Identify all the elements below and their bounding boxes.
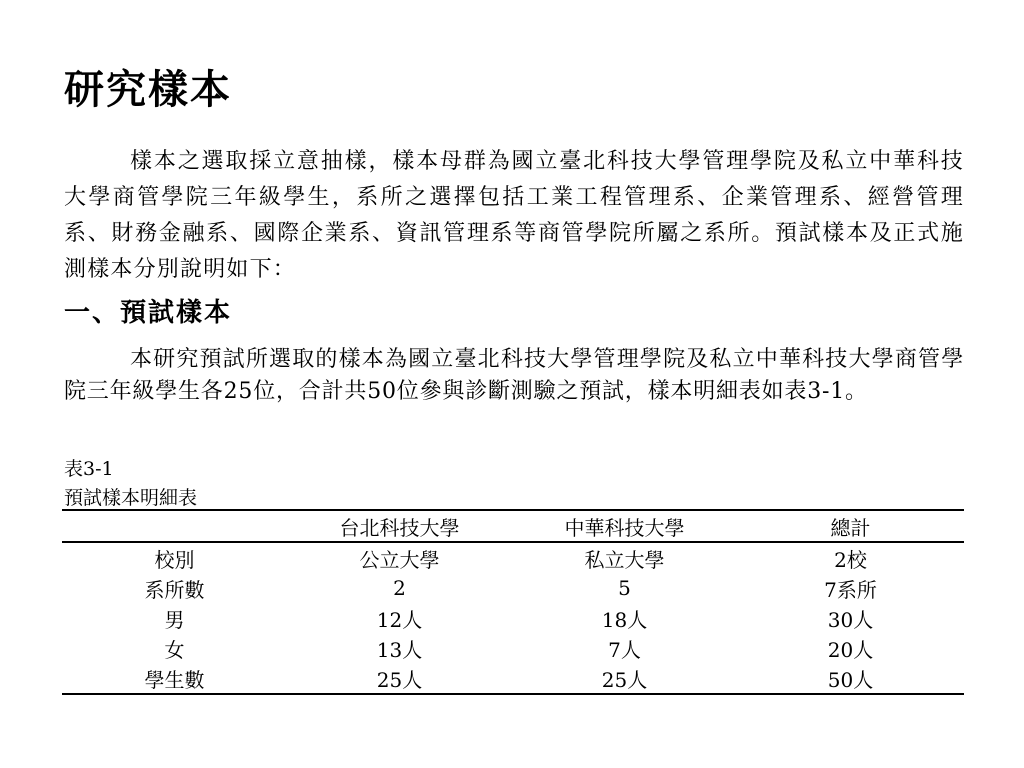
header-cell-china-tech: 中華科技大學 <box>564 515 685 540</box>
table-row <box>62 603 964 633</box>
table-cell: 5 <box>618 576 631 600</box>
table-cell: 20人 <box>827 637 874 662</box>
row-label: 女 <box>164 637 185 662</box>
table-row <box>62 663 964 694</box>
header-cell-total: 總計 <box>830 515 871 540</box>
table-cell: 2 <box>393 576 406 600</box>
row-label: 系所數 <box>144 577 205 602</box>
table-cell: 18人 <box>601 607 648 632</box>
table-cell: 7人 <box>608 637 641 662</box>
table-cell: 7系所 <box>824 577 877 602</box>
table-cell: 25人 <box>376 667 423 692</box>
table-caption: 預試樣本明細表 <box>64 487 198 509</box>
row-label: 校別 <box>154 547 195 572</box>
table-header-row <box>62 510 964 542</box>
table-row <box>62 542 964 573</box>
row-label: 男 <box>164 607 185 632</box>
sample-table <box>62 509 964 695</box>
pilot-sample-paragraph: 本研究預試所選取的樣本為國立臺北科技大學管理學院及私立中華科技大學商管學院三年級學生各25位，合計共50位參與診斷測驗之預試，樣本明細表如表3-1。 <box>64 347 964 404</box>
table-cell: 公立大學 <box>359 547 440 572</box>
header-cell-taipei-tech: 台北科技大學 <box>339 515 460 540</box>
table-cell: 30人 <box>827 607 874 632</box>
row-label: 學生數 <box>144 667 205 692</box>
page-title: 研究樣本 <box>64 66 232 113</box>
table-row <box>62 573 964 603</box>
table-cell: 25人 <box>601 667 648 692</box>
table-cell: 13人 <box>376 637 423 662</box>
table-label: 表3-1 <box>64 458 114 480</box>
section-heading: 一、預試樣本 <box>64 298 233 328</box>
intro-paragraph: 樣本之選取採立意抽樣，樣本母群為國立臺北科技大學管理學院及私立中華科技大學商管學院三年級學生，系所之選擇包括工業工程管理系、企業管理系、經營管理系、財務金融系、國際企業系、資訊管理系等商管學院所屬之系所。預試樣本及正式施測樣本分別說明如下： <box>64 149 964 282</box>
table-cell: 私立大學 <box>584 547 665 572</box>
table-row <box>62 633 964 663</box>
table-cell: 12人 <box>376 607 423 632</box>
header-cell-empty <box>62 510 287 542</box>
table-cell: 2校 <box>834 547 867 572</box>
table-cell: 50人 <box>827 667 874 692</box>
